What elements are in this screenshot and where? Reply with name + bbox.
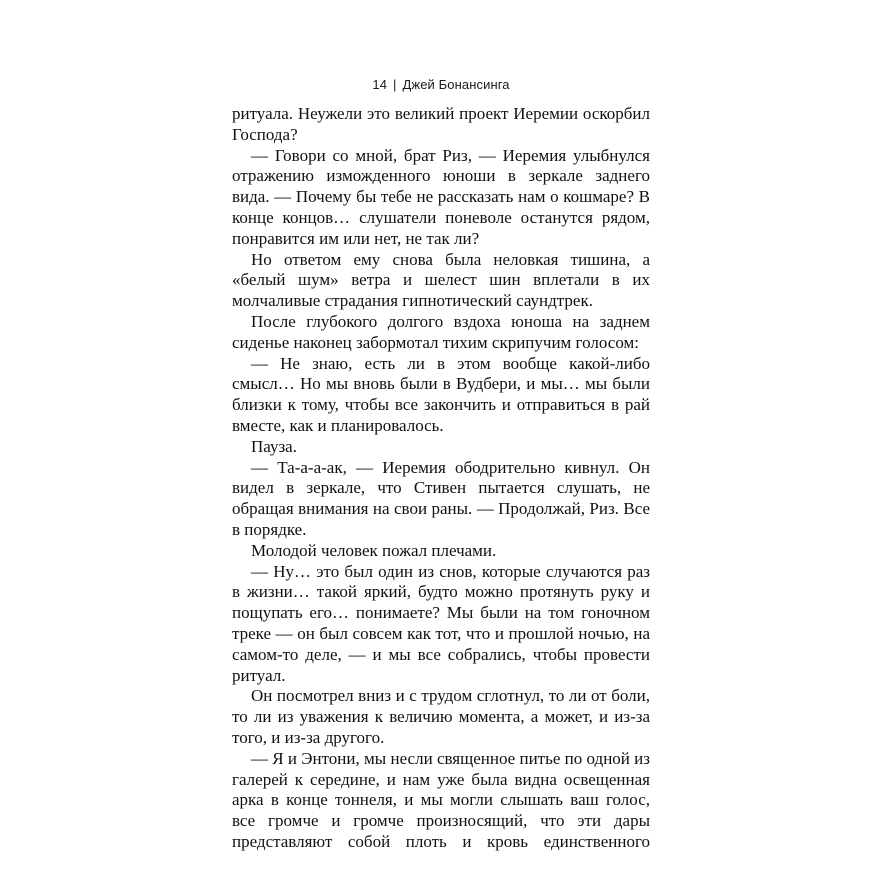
running-head bbox=[232, 77, 650, 92]
paragraph: — Ну… это был один из снов, которые случаются раз в жизни… такой яркий, будто можно протянуть руку и пощупать его… понимаете? Мы были на том гоночном треке — он был совсем как тот, что и прошлой ночью, на самом-то деле, — и мы все собрались, чтобы провести ритуал. bbox=[232, 561, 650, 685]
paragraph: Он посмотрел вниз и с трудом сглотнул, то ли от боли, то ли из уважения к величию момента, а может, и из-за того, и из-за другого. bbox=[232, 686, 650, 747]
paragraph: ритуала. Неужели это великий проект Иеремии оскорбил Господа? bbox=[232, 104, 650, 144]
paragraph: — Та-а-а-ак, — Иеремия ободрительно кивнул. Он видел в зеркале, что Стивен пытается слушать, не обращая внимания на свои раны. — Продолжай, Риз. Все в порядке. bbox=[232, 457, 650, 539]
paragraph: Пауза. bbox=[251, 436, 297, 456]
page-number: 14 bbox=[372, 77, 388, 92]
header-separator: | bbox=[393, 77, 397, 92]
paragraph: После глубокого долгого вздоха юноша на заднем сиденье наконец забормотал тихим скрипучим голосом: bbox=[232, 311, 650, 352]
paragraph: Молодой человек пожал плечами. bbox=[251, 540, 497, 560]
body-text bbox=[232, 104, 650, 853]
paragraph: — Говори со мной, брат Риз, — Иеремия улыбнулся отражению изможденного юноши в зеркале заднего вида. — Почему бы тебе не рассказать нам о кошмаре? В конце концов… слушатели поневоле останутся рядом, понравится им или нет, не так ли? bbox=[232, 145, 650, 248]
author-name: Джей Бонансинга bbox=[402, 77, 510, 92]
paragraph: Но ответом ему снова была неловкая тишина, а «белый шум» ветра и шелест шин вплетали в их молчаливые страдания гипнотический саундтрек. bbox=[232, 249, 650, 311]
paragraph: — Не знаю, есть ли в этом вообще какой-либо смысл… Но мы вновь были в Вудбери, и мы… мы были близки к тому, чтобы все закончить и отправиться в рай вместе, как и планировалось. bbox=[232, 353, 650, 435]
paragraph: — Я и Энтони, мы несли священное питье по одной из галерей к середине, и нам уже была видна освещенная арка в конце тоннеля, и мы могли слышать ваш голос, все громче и громче произносящий, что эти дары представляют собой плоть и кровь единственного bbox=[232, 748, 650, 851]
